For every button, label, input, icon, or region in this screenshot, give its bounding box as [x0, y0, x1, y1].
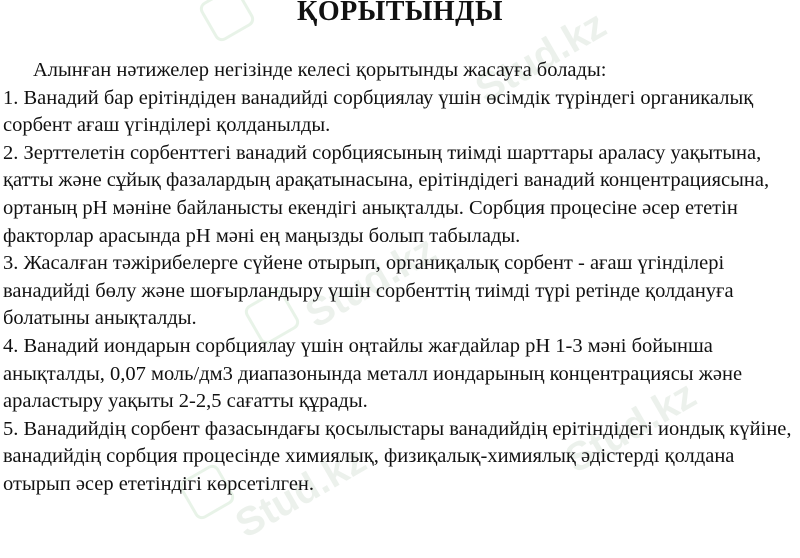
intro-paragraph: Алынған нәтижелер негізінде келесі қорытынды жасауға болады: — [33, 59, 607, 81]
conclusion-item-3: 3. Жасалған тәжірибелерге сүйене отырып, органиқалық сорбент - ағаш үгінділері ванадийді бөлу және шоғырландыру үшін сорбенттің тиімді түрі ретінде қолдануға болатыны анықталды. — [3, 252, 734, 330]
conclusion-item-2: 2. Зерттелетін сорбенттегі ванадий сорбциясының тиімді шарттары араласу уақытына, қатты және сұйық фазалардың арақатынасына, ерітіндідегі ванадий концентрациясына, ортаның рН мәніне байланысты екендігі анықталды. Сорбция процесіне әсер ететін факторлар арасында рН мәні ең маңызды болып табылады. — [3, 141, 770, 247]
conclusion-item-4: 4. Ванадий иондарын сорбциялау үшін оңтайлы жағдайлар рН 1-3 мәні бойынша анықталды, 0,07 моль/дм3 диапазонында металл иондарының концентрациясы және араластыру уақыты 2-2,5 сағатты құрады. — [3, 334, 743, 413]
watermark-text: Stud.kz — [558, 372, 704, 482]
conclusion-item-1: 1. Ванадий бар ерітіндіден ванадийді сорбциялау үшін өсімдік түріндегі органикалық сорбент ағаш үгінділері қолданылды. — [3, 86, 754, 137]
watermark-text: Stud.kz — [468, 2, 614, 112]
conclusion-item-5: 5. Ванадийдің сорбент фазасындағы қосылыстары ванадийдің ерітіндідегі иондық күйіне, ванадийдің сорбция процесінде химиялық, физиқалық-химиялық әдістерді қолдана отырып әсер ететіндігі көрсетілген. — [3, 417, 792, 495]
document-title: ҚОРЫТЫНДЫ — [297, 0, 503, 27]
watermark-text: Stud.kz — [298, 227, 444, 337]
watermark-text: Stud.kz — [228, 437, 374, 547]
document-body — [3, 57, 800, 499]
